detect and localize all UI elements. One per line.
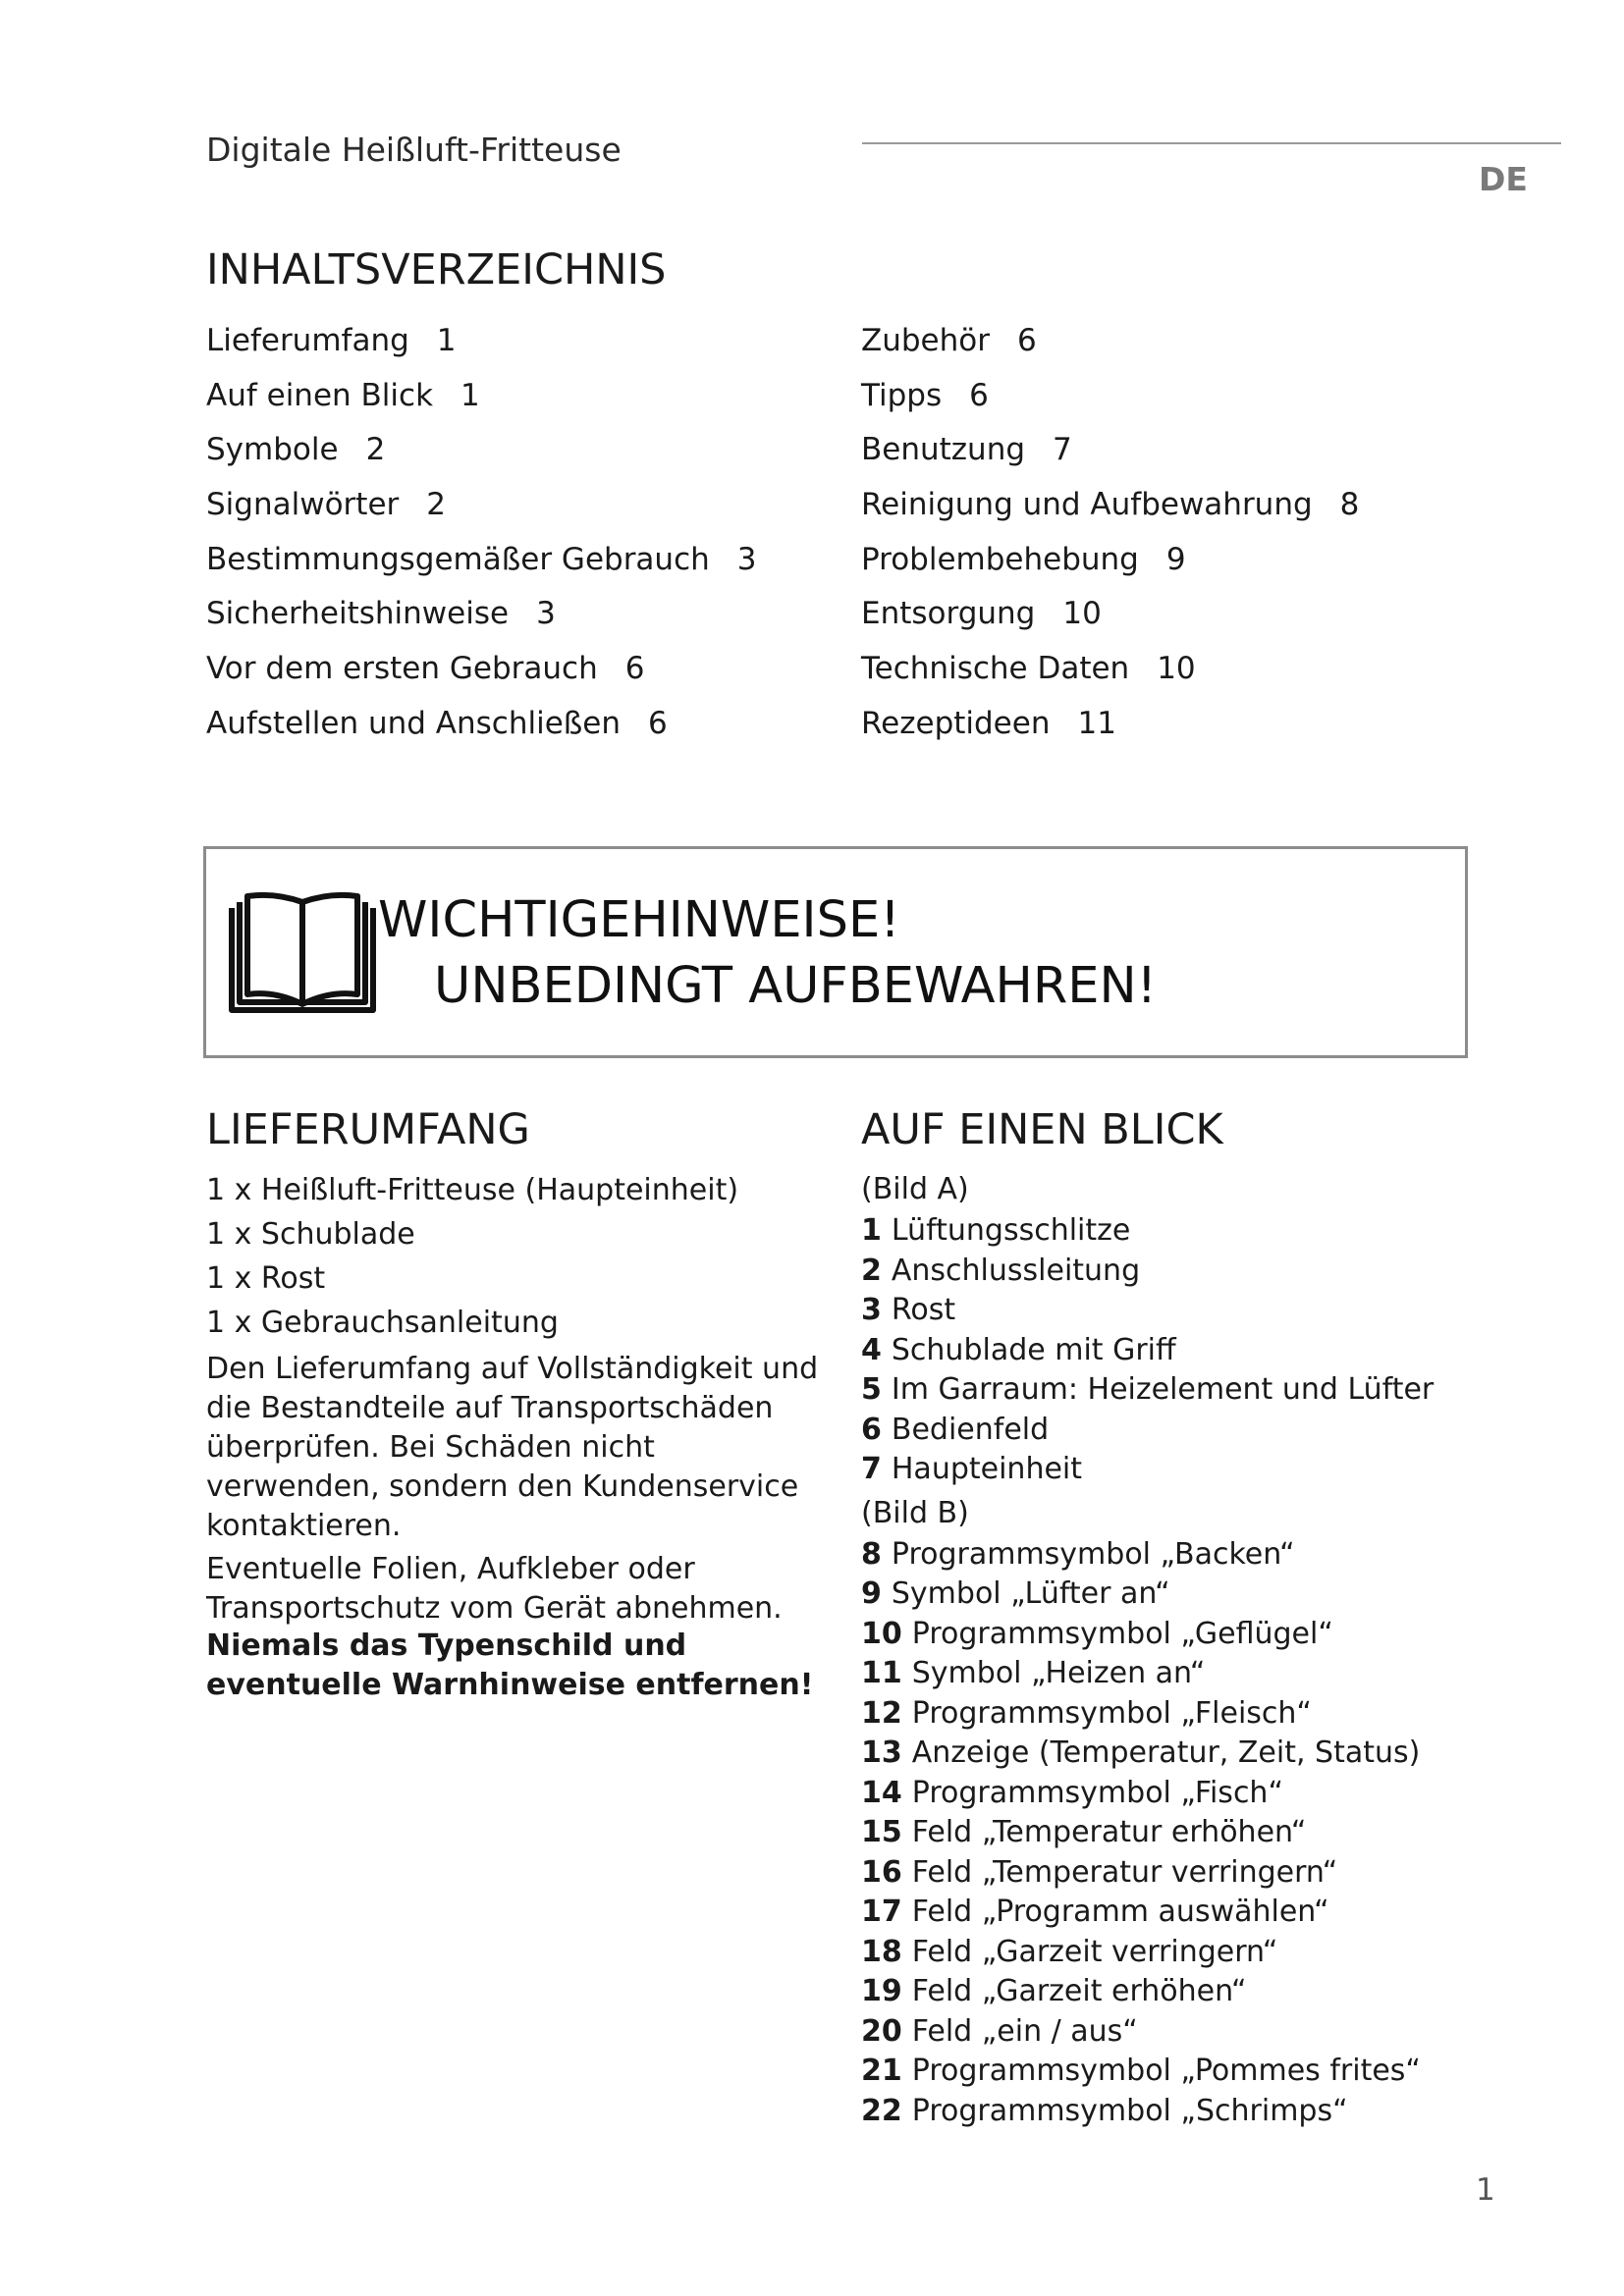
book-icon: [224, 888, 381, 1018]
toc-entry-label: Symbole: [206, 432, 339, 468]
list-item: [861, 1933, 1489, 1973]
toc-entry-page: 7: [1053, 432, 1072, 468]
item-number: 16: [861, 1854, 902, 1890]
list-item: [861, 1450, 1489, 1490]
item-number: 9: [861, 1576, 882, 1611]
list-item: [861, 2052, 1489, 2092]
item-text: Programmsymbol „Backen“: [891, 1536, 1295, 1572]
toc-entry-label: Tipps: [861, 377, 943, 413]
document-title: Digitale Heißluft-Fritteuse: [206, 131, 622, 169]
item-number: 20: [861, 2013, 902, 2049]
item-number: 15: [861, 1815, 902, 1849]
toc-entry-label: Bestimmungsgemäßer Gebrauch: [206, 541, 710, 577]
toc-entry-label: Entsorgung: [861, 596, 1036, 632]
list-item: 1 x Heißluft-Fritteuse (Haupteinheit): [206, 1173, 739, 1207]
bild-b-label: (Bild B): [861, 1495, 969, 1530]
toc-entry: [206, 647, 815, 702]
item-number: 4: [861, 1332, 882, 1367]
item-text: Im Garraum: Heizelement und Lüfter: [891, 1372, 1435, 1407]
list-item: 1 x Schublade: [206, 1217, 415, 1252]
auf-einen-blick-list: [861, 1166, 1489, 2131]
toc-entry-label: Auf einen Blick: [206, 377, 434, 413]
item-number: 5: [861, 1372, 882, 1407]
toc-entry: [861, 592, 1470, 647]
toc-entry-page: 6: [648, 705, 668, 741]
item-number: 2: [861, 1253, 882, 1288]
toc-entry-page: 2: [365, 432, 386, 468]
item-text: Programmsymbol „Schrimps“: [911, 2093, 1348, 2128]
toc-entry: [861, 428, 1470, 483]
list-item: [861, 1734, 1489, 1774]
item-text: Rost: [891, 1293, 956, 1327]
toc-entry: [861, 702, 1470, 757]
item-number: 11: [861, 1656, 902, 1690]
toc-entry: [206, 374, 815, 429]
item-text: Anschlussleitung: [891, 1253, 1141, 1288]
toc-entry: [861, 319, 1470, 374]
toc-entry-page: 1: [460, 377, 480, 413]
list-item: [861, 1774, 1489, 1814]
item-number: 6: [861, 1412, 882, 1447]
language-label: DE: [1479, 160, 1528, 198]
toc-entry-page: 6: [1017, 323, 1037, 358]
item-number: 17: [861, 1895, 902, 1929]
item-number: 12: [861, 1695, 902, 1731]
toc-entry: [861, 647, 1470, 702]
list-item: [861, 1694, 1489, 1735]
list-item: [861, 1291, 1489, 1331]
list-item: [861, 1535, 1489, 1575]
toc-entry-page: 8: [1339, 487, 1360, 523]
list-item: [861, 1853, 1489, 1894]
item-text: Feld „Garzeit erhöhen“: [911, 1974, 1247, 2008]
toc-entry-label: Technische Daten: [861, 651, 1130, 687]
lieferumfang-heading: LIEFERUMFANG: [206, 1105, 530, 1154]
bild-a-label: (Bild A): [861, 1172, 969, 1206]
list-item: [861, 1893, 1489, 1933]
toc-entry-label: Problembehebung: [861, 541, 1139, 577]
lieferumfang-paragraph-1: Den Lieferumfang auf Vollständigkeit und die Bestandteile auf Transportschäden überprüfen. Bei Schäden nicht verwenden, sondern den Kundenservice kontaktieren.: [206, 1352, 819, 1543]
item-text: Bedienfeld: [891, 1412, 1050, 1447]
item-text: Lüftungsschlitze: [891, 1213, 1131, 1248]
page-number: 1: [1476, 2172, 1495, 2208]
important-notice-box: [203, 846, 1468, 1058]
list-item: 1 x Gebrauchsanleitung: [206, 1306, 559, 1340]
toc-entry: [206, 538, 815, 593]
item-text: Anzeige (Temperatur, Zeit, Status): [911, 1735, 1421, 1770]
list-item: [861, 1972, 1489, 2012]
item-number: 13: [861, 1735, 902, 1770]
item-number: 3: [861, 1293, 882, 1327]
header-rule: [862, 142, 1561, 144]
toc-entry-page: 9: [1165, 541, 1186, 577]
item-text: Feld „ein / aus“: [911, 2013, 1138, 2049]
list-item: [861, 1370, 1489, 1411]
notice-line-1: WICHTIGEHINWEISE!: [378, 891, 900, 949]
toc-entry-label: Vor dem ersten Gebrauch: [206, 651, 598, 687]
toc-entry-label: Benutzung: [861, 432, 1026, 468]
item-number: 1: [861, 1213, 882, 1248]
toc-entry-page: 1: [436, 323, 457, 358]
toc-left-column: [206, 319, 815, 757]
list-item: [861, 1813, 1489, 1853]
item-text: Feld „Programm auswählen“: [911, 1895, 1329, 1929]
list-item: [861, 1331, 1489, 1371]
toc-entry: [206, 483, 815, 538]
toc-heading: INHALTSVERZEICHNIS: [206, 245, 667, 294]
item-text: Feld „Garzeit verringern“: [911, 1934, 1278, 1969]
item-number: 8: [861, 1536, 882, 1572]
lieferumfang-list: [206, 1168, 835, 1345]
list-item: [861, 1211, 1489, 1252]
item-text: Haupteinheit: [891, 1452, 1083, 1486]
toc-entry: [206, 428, 815, 483]
toc-entry-label: Reinigung und Aufbewahrung: [861, 487, 1313, 523]
item-number: 7: [861, 1452, 882, 1486]
toc-entry-page: 3: [736, 541, 757, 577]
list-item: [861, 1575, 1489, 1615]
lieferumfang-paragraph-2: Eventuelle Folien, Aufkleber oder Transportschutz vom Gerät abnehmen.: [206, 1552, 783, 1626]
item-text: Programmsymbol „Fleisch“: [911, 1695, 1312, 1731]
toc-entry-page: 6: [624, 651, 645, 687]
toc-entry-label: Signalwörter: [206, 487, 400, 523]
toc-entry-label: Sicherheitshinweise: [206, 596, 510, 632]
auf-einen-blick-heading: AUF EINEN BLICK: [861, 1105, 1223, 1154]
toc-entry-page: 3: [536, 596, 556, 632]
list-item: [861, 1252, 1489, 1292]
item-number: 10: [861, 1616, 902, 1651]
toc-entry: [206, 592, 815, 647]
list-item: [861, 2012, 1489, 2053]
notice-line-2: UNBEDINGT AUFBEWAHREN!: [434, 957, 1158, 1015]
toc-entry: [861, 374, 1470, 429]
item-text: Programmsymbol „Fisch“: [911, 1775, 1283, 1810]
list-item: [861, 2092, 1489, 2132]
toc-entry-page: 2: [426, 487, 446, 523]
toc-entry-label: Lieferumfang: [206, 323, 409, 358]
item-number: 22: [861, 2093, 902, 2128]
toc-entry-page: 6: [969, 377, 989, 413]
item-text: Programmsymbol „Pommes frites“: [911, 2054, 1421, 2088]
toc-entry: [206, 319, 815, 374]
toc-entry-label: Rezeptideen: [861, 705, 1051, 741]
item-number: 18: [861, 1934, 902, 1969]
toc-entry-label: Zubehör: [861, 323, 990, 358]
item-number: 21: [861, 2054, 902, 2088]
toc-right-column: [861, 319, 1470, 757]
lieferumfang-warning: Niemals das Typenschild und eventuelle Warnhinweise entfernen!: [206, 1629, 814, 1702]
list-item: [861, 1411, 1489, 1451]
toc-entry-page: 10: [1062, 596, 1102, 632]
toc-entry: [861, 483, 1470, 538]
item-text: Feld „Temperatur verringern“: [911, 1854, 1338, 1890]
list-item: [861, 1615, 1489, 1655]
list-item: 1 x Rost: [206, 1261, 326, 1296]
toc-entry: [206, 702, 815, 757]
item-number: 19: [861, 1974, 902, 2008]
item-text: Feld „Temperatur erhöhen“: [911, 1815, 1307, 1849]
toc-entry-label: Aufstellen und Anschließen: [206, 705, 622, 741]
toc-entry-page: 10: [1157, 651, 1196, 687]
item-number: 14: [861, 1775, 902, 1810]
item-text: Symbol „Heizen an“: [911, 1656, 1206, 1690]
item-text: Schublade mit Griff: [891, 1332, 1176, 1367]
item-text: Programmsymbol „Geflügel“: [911, 1616, 1333, 1651]
toc-entry: [861, 538, 1470, 593]
item-text: Symbol „Lüfter an“: [891, 1576, 1170, 1611]
list-item: [861, 1654, 1489, 1694]
toc-entry-page: 11: [1077, 705, 1116, 741]
